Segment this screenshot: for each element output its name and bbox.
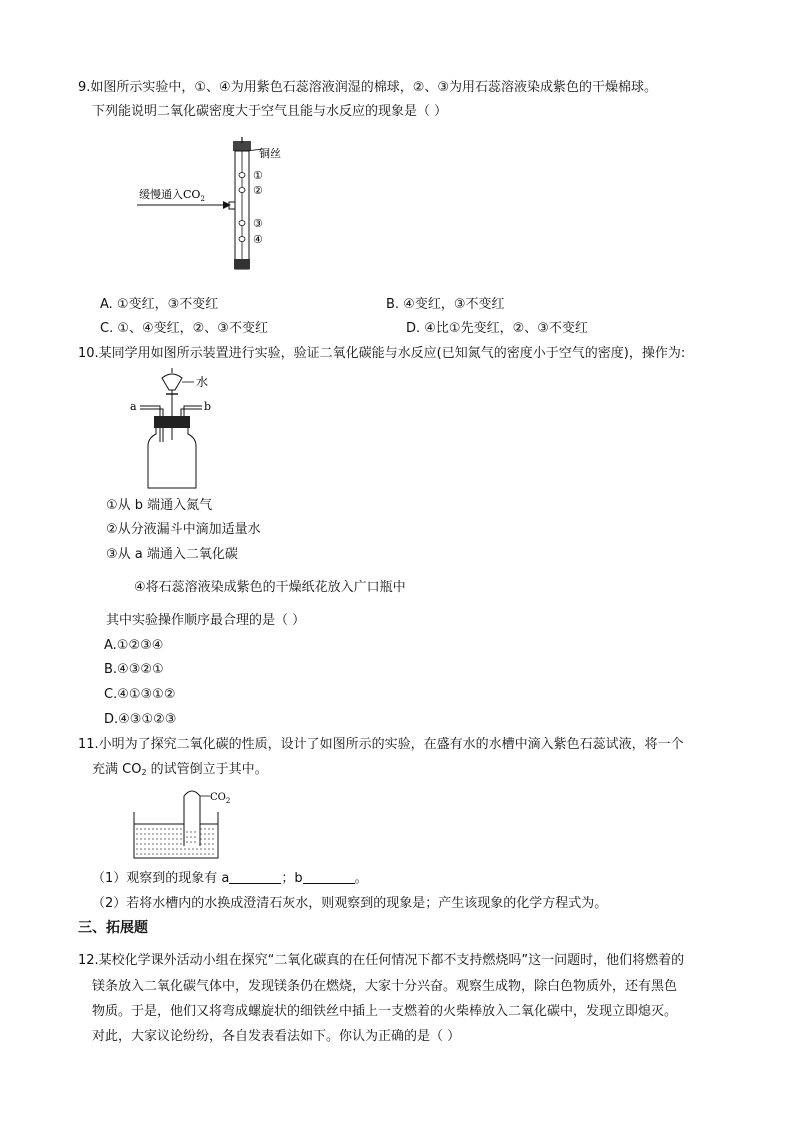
q9-label-gas-in: 缓慢通入$CO_2$	[139, 188, 205, 203]
q9-label-mark-2: ②	[253, 184, 263, 197]
q9-label-mark-3: ③	[253, 217, 263, 230]
q10-step-3: ③从 a 端通入二氧化碳	[106, 547, 238, 562]
q11-sub2: （2）若将水槽内的水换成澄清石灰水，则观察到的现象是；产生该现象的化学方程式为。	[92, 896, 608, 911]
q11-stem-line2: 充满 $CO_2$ 的试管倒立于其中。	[92, 762, 268, 777]
q10-stem: 10.某同学用如图所示装置进行实验，验证二氧化碳能与水反应(已知氮气的密度小于空气的密度)，操作为:	[78, 346, 686, 361]
q9-option-c[interactable]: C. ①、④变红，②、③不变红	[100, 321, 268, 336]
q11-label-co2: $CO_2$	[210, 792, 231, 805]
q9-option-d[interactable]: D. ④比①先变红，②、③不变红	[406, 321, 588, 336]
q11-sub1: （1）观察到的现象有 a ；b 。	[92, 871, 368, 886]
q11-water-trough-figure	[130, 784, 240, 862]
q11-water-trough	[134, 812, 218, 858]
q10-option-d[interactable]: D.④③①②③	[104, 712, 177, 727]
q10-funnel	[162, 374, 182, 390]
q10-stopper	[154, 416, 190, 428]
q10-option-b[interactable]: B.④③②①	[104, 662, 164, 677]
q10-option-c[interactable]: C.④①③①②	[104, 687, 176, 702]
q10-option-a[interactable]: A.①②③④	[104, 638, 164, 653]
q9-option-b[interactable]: B. ④变红，③不变红	[386, 297, 505, 312]
q9-cotton-ball-2	[239, 188, 245, 193]
q9-label-mark-1: ①	[253, 169, 263, 182]
q12-stem-line3: 物质。于是，他们又将弯成螺旋状的细铁丝中插上一支燃着的火柴棒放入二氧化碳中，发现立即熄灭。	[92, 1004, 678, 1019]
q11-test-tube	[184, 791, 200, 846]
section-title-expansion: 三、拓展题	[78, 920, 148, 936]
q12-stem-line4: 对此，大家议论纷纷，各自发表看法如下。你认为正确的是（ ）	[92, 1029, 461, 1044]
q9-bottom-stopper	[234, 259, 250, 269]
q9-cotton-ball-3	[239, 221, 245, 226]
q9-option-a[interactable]: A. ①变红，③不变红	[100, 297, 219, 312]
q10-step-2: ②从分液漏斗中滴加适量水	[106, 522, 261, 537]
q10-label-b: b	[204, 400, 212, 413]
q9-cotton-ball-4	[239, 237, 245, 242]
q9-apparatus-figure	[135, 135, 305, 277]
q9-label-copper: 铜丝	[259, 147, 281, 160]
q11-blank-b[interactable]	[303, 871, 355, 884]
q9-cotton-ball-1	[239, 173, 245, 178]
q11-water	[136, 829, 216, 854]
q10-label-a: a	[130, 400, 137, 413]
q10-step-4: ④将石蕊溶液染成紫色的干燥纸花放入广口瓶中	[134, 580, 406, 595]
q11-stem-line1: 11.小明为了探究二氧化碳的性质，设计了如图所示的实验，在盛有水的水槽中滴入紫色石蕊试液，将一个	[78, 737, 684, 752]
q10-apparatus-figure	[128, 368, 238, 490]
q9-stem-line2: 下列能说明二氧化碳密度大于空气且能与水反应的现象是（ ）	[92, 104, 448, 119]
q9-label-mark-4: ④	[253, 233, 263, 246]
q10-step-1: ①从 b 端通入氮气	[106, 498, 213, 513]
q10-prompt: 其中实验操作顺序最合理的是（ ）	[106, 613, 306, 628]
q12-stem-line1: 12.某校化学课外活动小组在探究“二氧化碳真的在任何情况下都不支持燃烧吗”这一问题时，他们将燃着的	[78, 953, 685, 968]
q10-label-water: 水	[196, 375, 209, 389]
q11-blank-a[interactable]	[229, 871, 281, 884]
q12-stem-line2: 镁条放入二氧化碳气体中，发现镁条仍在燃烧，大家十分兴奋。观察生成物，除白色物质外，还有黑色	[92, 979, 678, 994]
q9-stem-line1: 9.如图所示实验中，①、④为用紫色石蕊溶液润湿的棉球，②、③为用石蕊溶液染成紫色的干燥棉球。	[78, 80, 658, 95]
